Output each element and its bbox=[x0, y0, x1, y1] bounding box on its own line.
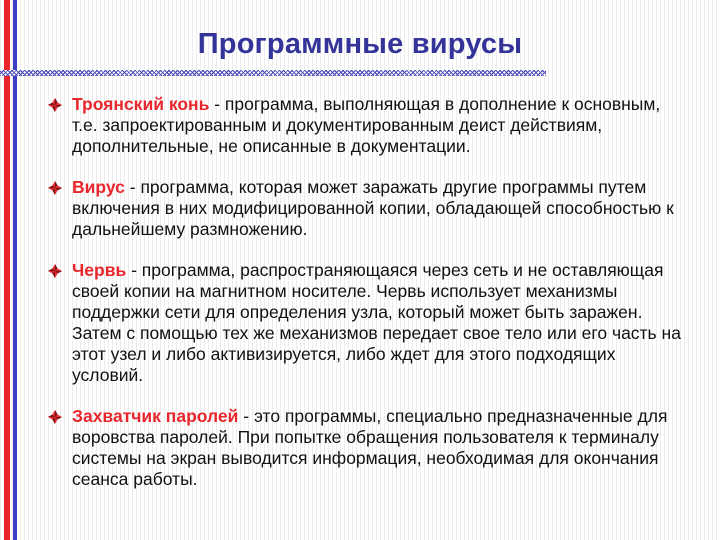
item-term: Захватчик паролей bbox=[72, 406, 239, 426]
item-text: - программа, распространяющаяся через сеть и не оставляющая своей копии на магнитном носителе. Червь использует механизмы поддержки сети для определения узла, который может быть заражен. Затем с помощью тех же механизмов передает свое тело или его часть на этот узел и либо активизируется, либо ждет для этого подходящих условий. bbox=[72, 260, 681, 385]
item-term: Троянский конь bbox=[72, 94, 210, 114]
left-red-stripe bbox=[4, 0, 10, 540]
item-text: - программа, которая может заражать другие программы путем включения в них модифицированной копии, обладающей способностью к дальнейшему размножению. bbox=[72, 177, 674, 239]
item-term: Червь bbox=[72, 260, 127, 280]
item-term: Вирус bbox=[72, 177, 125, 197]
diamond-bullet-icon bbox=[48, 181, 62, 195]
item-text: - это программы, специально предназначенные для воровства паролей. При попытке обращения пользователя к терминалу системы на экран выводится информация, необходимая для окончания сеанса работы. bbox=[72, 406, 668, 489]
list-item-virus bbox=[48, 177, 688, 240]
list-item-worm bbox=[48, 260, 688, 386]
slide-content bbox=[48, 94, 688, 510]
item-text: - программа, выполняющая в дополнение к основным, т.е. запроектированным и документированным деист действиям, дополнительные, не описанные в документации. bbox=[72, 94, 661, 156]
diamond-bullet-icon bbox=[48, 98, 62, 112]
left-blue-stripe bbox=[13, 0, 17, 540]
diamond-bullet-icon bbox=[48, 410, 62, 424]
list-item-trojan bbox=[48, 94, 688, 157]
diamond-bullet-icon bbox=[48, 264, 62, 278]
list-item-password-grabber bbox=[48, 406, 688, 490]
title-divider bbox=[0, 70, 546, 76]
slide-title: Программные вирусы bbox=[197, 28, 523, 60]
